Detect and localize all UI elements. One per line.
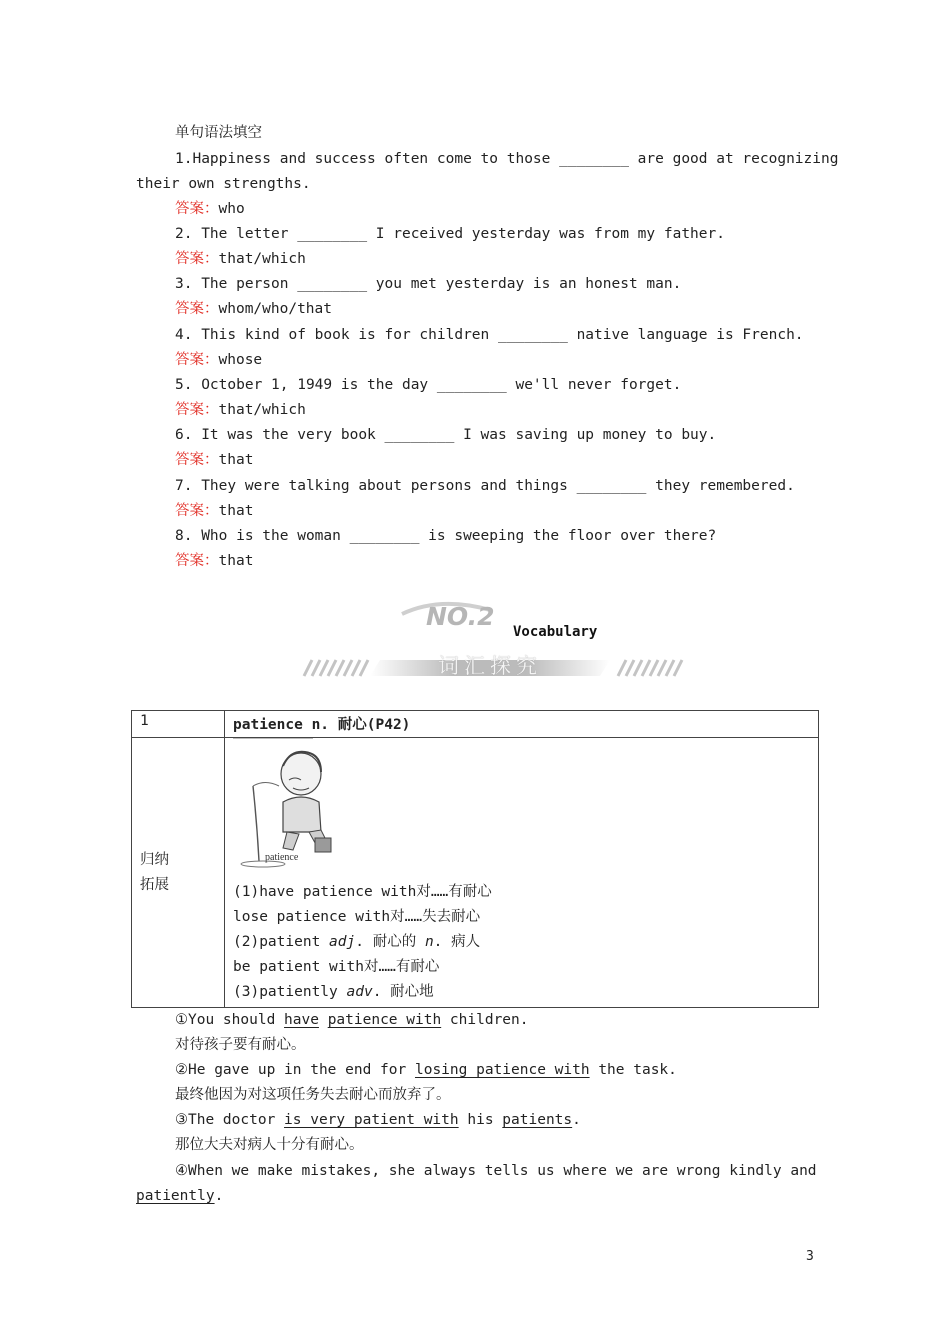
expansion-lines — [225, 880, 818, 1007]
example-3-pre: ③The doctor — [175, 1112, 285, 1128]
example-2-translation: 最终他因为对这项任务失去耐心而放弃了。 — [175, 1087, 451, 1103]
answer-label: 答案： — [175, 452, 219, 468]
illustration-box — [225, 738, 818, 880]
expansion-line-4: be patient with对……有耐心 — [233, 959, 440, 975]
answer-2 — [175, 250, 306, 268]
word-patiently: (3)patiently — [233, 984, 347, 1000]
example-1 — [175, 1011, 529, 1029]
answer-text: that — [218, 452, 254, 468]
answer-label: 答案： — [175, 201, 219, 217]
expansion-line-2: lose patience with对……失去耐心 — [233, 909, 481, 925]
question-7: 7. They were talking about persons and things ________ they remembered. — [175, 478, 795, 494]
expansion-line-5 — [233, 980, 810, 1005]
example-1-blank-1: have — [284, 1012, 319, 1028]
answer-label: 答案： — [175, 352, 219, 368]
question-3: 3. The person ________ you met yesterday is an honest man. — [175, 276, 682, 292]
side-label-1: 归纳 — [140, 851, 169, 868]
pos-adv: adv — [346, 984, 373, 1000]
answer-label: 答案： — [175, 402, 219, 418]
example-4-line-1: ④When we make mistakes, she always tells us where we are wrong kindly and — [175, 1163, 817, 1179]
answer-8 — [175, 552, 253, 570]
headword-cell — [225, 711, 819, 738]
answer-4 — [175, 351, 262, 369]
example-2 — [175, 1061, 677, 1079]
answer-text: whom/who/that — [218, 301, 332, 317]
example-2-post: the task. — [589, 1062, 677, 1078]
meaning-adv: . 耐心地 — [372, 984, 434, 1000]
example-4-line-2 — [136, 1187, 223, 1205]
side-label-cell — [132, 738, 225, 1008]
vocab-number-cell — [132, 711, 225, 738]
answer-label: 答案： — [175, 503, 219, 519]
question-6: 6. It was the very book ________ I was saving up money to buy. — [175, 427, 717, 443]
section-title: 单句语法填空 — [175, 125, 262, 141]
answer-text: that — [218, 503, 254, 519]
question-4: 4. This kind of book is for children ________ native language is French. — [175, 327, 804, 343]
answer-5 — [175, 401, 306, 419]
answer-text: whose — [218, 352, 263, 368]
example-3-translation: 那位大夫对病人十分有耐心。 — [175, 1137, 364, 1153]
answer-text: that — [218, 553, 254, 569]
illustration-caption: patience — [265, 852, 299, 863]
question-2: 2. The letter ________ I received yesterday was from my father. — [175, 226, 725, 242]
answer-label: 答案： — [175, 553, 219, 569]
example-1-mid — [319, 1012, 328, 1028]
banner-chinese: 词汇探究 — [438, 654, 542, 678]
expansion-line-1: (1)have patience with对……有耐心 — [233, 884, 492, 900]
answer-3 — [175, 300, 332, 318]
example-4-blank: patiently — [136, 1188, 215, 1204]
example-3 — [175, 1111, 581, 1129]
example-3-blank-2: patients — [502, 1112, 573, 1128]
example-2-blank: losing patience with — [414, 1062, 590, 1078]
answer-label: 答案： — [175, 251, 219, 267]
side-label-2: 拓展 — [140, 876, 169, 893]
vocab-number: 1 — [140, 713, 149, 729]
vocab-headword: patience n. 耐心(P42) — [233, 717, 411, 733]
answer-1 — [175, 200, 245, 218]
example-3-blank-1: is very patient with — [284, 1112, 459, 1128]
page-number: 3 — [806, 1249, 814, 1264]
question-1-line-1: 1.Happiness and success often come to those ________ are good at recognizing — [175, 151, 839, 167]
example-3-post: . — [572, 1112, 581, 1128]
answer-label: 答案： — [175, 301, 219, 317]
expansion-line-3 — [233, 930, 810, 955]
meaning-adj: . 耐心的 — [355, 934, 425, 950]
word-patient: (2)patient — [233, 934, 330, 950]
answer-text: who — [218, 201, 245, 217]
question-5: 5. October 1, 1949 is the day ________ we'll never forget. — [175, 377, 682, 393]
example-4-post: . — [214, 1188, 224, 1204]
vocab-table — [131, 710, 819, 1008]
expansion-cell — [225, 738, 819, 1008]
example-1-translation: 对待孩子要有耐心。 — [175, 1037, 306, 1053]
section-banner — [300, 598, 690, 680]
banner-no-label: NO.2 — [426, 602, 495, 631]
meaning-n: . 病人 — [433, 934, 481, 950]
pos-n: n — [424, 934, 434, 950]
example-2-pre: ②He gave up in the end for — [175, 1062, 415, 1078]
example-1-pre: ①You should — [175, 1012, 285, 1028]
question-1-line-2: their own strengths. — [136, 176, 311, 192]
answer-text: that/which — [218, 402, 306, 418]
example-3-mid: his — [458, 1112, 503, 1128]
pos-adj: adj — [329, 934, 356, 950]
example-1-post: children. — [441, 1012, 529, 1028]
question-8: 8. Who is the woman ________ is sweeping the floor over there? — [175, 528, 717, 544]
answer-6 — [175, 451, 253, 469]
banner-english: Vocabulary — [513, 624, 598, 640]
answer-text: that/which — [218, 251, 306, 267]
answer-7 — [175, 502, 253, 520]
example-1-blank-2: patience with — [327, 1012, 442, 1028]
